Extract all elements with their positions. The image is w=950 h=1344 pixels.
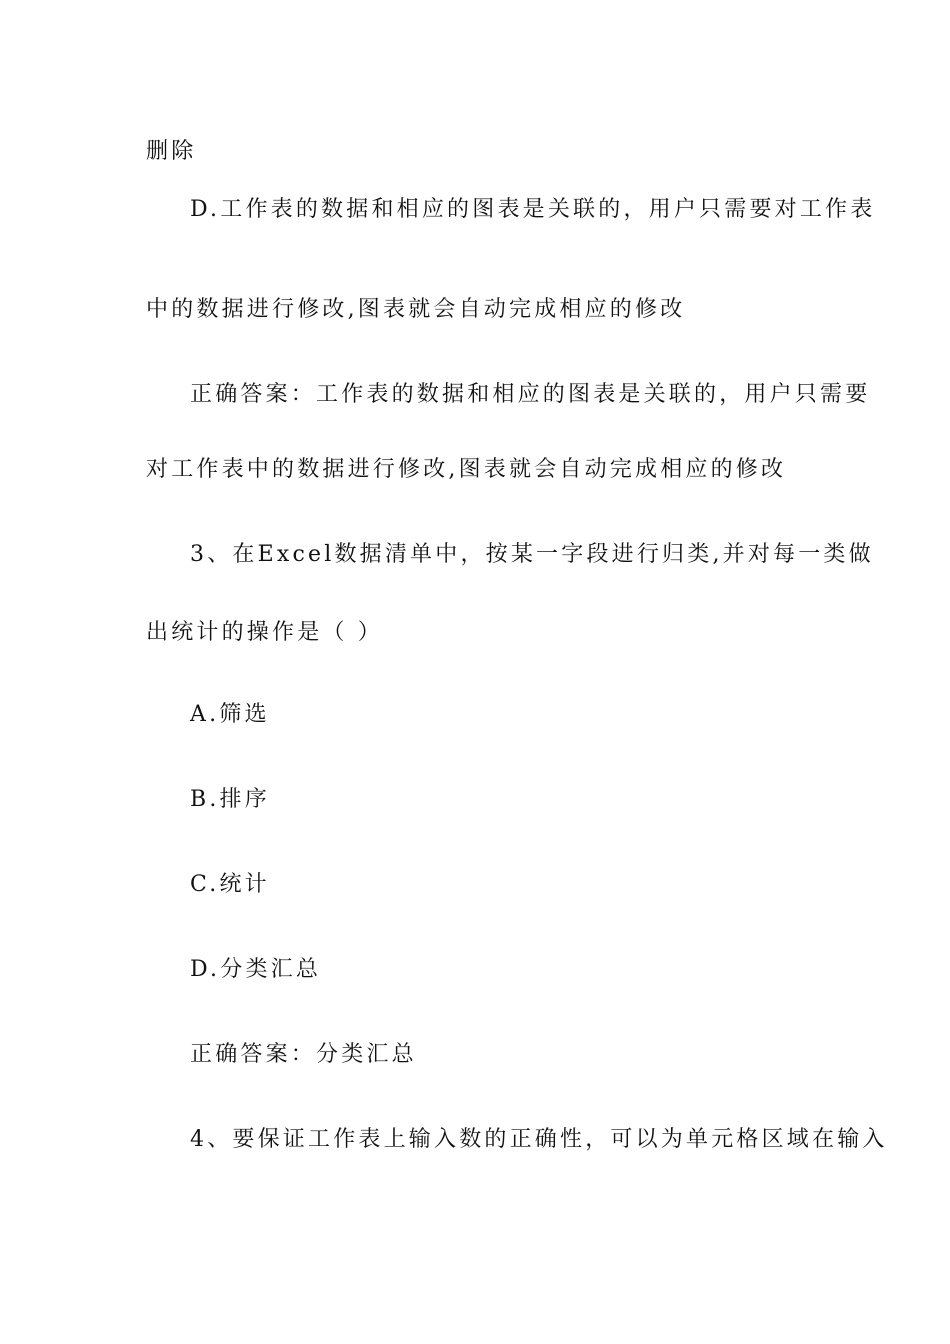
option-d: D.分类汇总 bbox=[190, 957, 322, 982]
option-b: B.排序 bbox=[190, 787, 270, 812]
question-4-line-1: 4、要保证工作表上输入数的正确性，可以为单元格区域在输入 bbox=[190, 1127, 888, 1152]
option-d-line-1: D.工作表的数据和相应的图表是关联的，用户只需要对工作表 bbox=[190, 197, 876, 222]
answer-3: 正确答案：分类汇总 bbox=[190, 1042, 417, 1067]
question-3-line-2: 出统计的操作是（ ） bbox=[146, 620, 383, 645]
answer-2-line-1: 正确答案：工作表的数据和相应的图表是关联的，用户只需要 bbox=[190, 382, 871, 407]
question-3-line-1: 3、在Excel数据清单中，按某一字段进行归类,并对每一类做 bbox=[190, 542, 874, 567]
option-a: A.筛选 bbox=[190, 702, 270, 727]
answer-2-line-2: 对工作表中的数据进行修改,图表就会自动完成相应的修改 bbox=[146, 457, 787, 482]
option-d-line-2: 中的数据进行修改,图表就会自动完成相应的修改 bbox=[146, 297, 686, 322]
text-line-continuation: 删除 bbox=[146, 139, 197, 164]
option-c: C.统计 bbox=[190, 872, 270, 897]
